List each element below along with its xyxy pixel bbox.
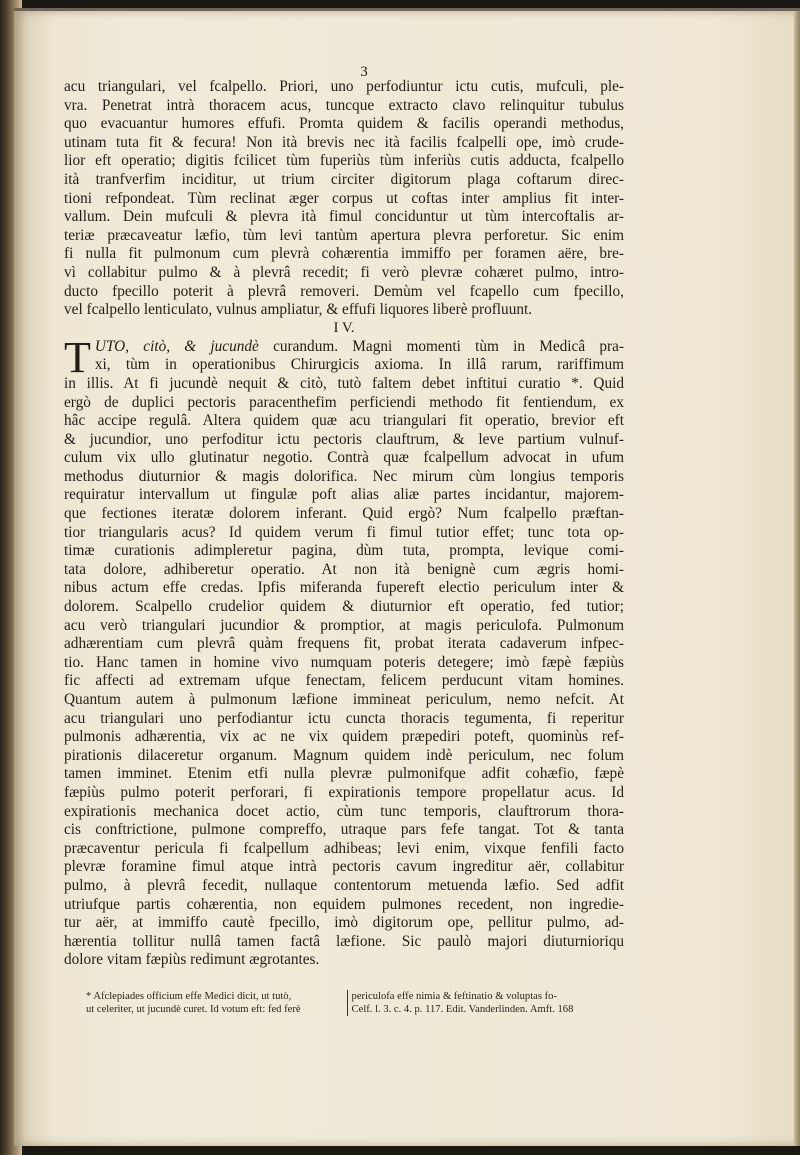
section-5-lead-rest: curandum. Magni momenti tùm in Medicâ pra-	[258, 337, 624, 355]
text-line: pulmo, à plevrâ fecedit, nullaque contentorum metuenda læfio. Sed adfit	[64, 876, 624, 894]
section-5-body	[64, 332, 624, 970]
footnote-divider	[347, 990, 348, 1016]
text-line: lior eft operatio; digitis fcilicet tùm fuperiùs tùm inferiùs cutis adducta, fcalpello	[64, 152, 624, 170]
text-line: hâc accipe regulâ. Altera quidem quæ acu triangulari fit operatio, brevior eft	[64, 412, 624, 430]
text-line: cis conftrictione, pulmone compreffo, utraque pars fefe tangat. Tot & tanta	[64, 821, 624, 839]
text-line: ità tranfverfim inciditur, ut trium circiter digitorum plaga coftarum direc-	[64, 170, 624, 188]
text-line: pulmonis adhærentia, vix ac ne vix quidem præpediri poteft, quominùs ref-	[64, 728, 624, 746]
text-line: plevræ foramine fimul atque intrà pectoris cavum ingreditur aër, collabitur	[64, 858, 624, 876]
text-line: dolorem. Scalpello crudelior quidem & diuturnior eft operatio, fed tutior;	[64, 598, 624, 616]
section-4-tail	[64, 78, 624, 320]
text-line: tior triangularis acus? Id quidem verum fi fimul tutior effet; tunc tota op-	[64, 523, 624, 541]
section-5-first-line	[64, 338, 624, 357]
text-line: hærentia tollitur nullâ tamen factâ læfione. Sic paulò majori diuturnioriqu	[64, 932, 624, 950]
text-line: tata dolore, adhiberetur operatio. At non ità benignè cum ægris homi-	[64, 560, 624, 578]
section-5-lead-italic: UTO, citò, & jucundè	[94, 337, 259, 355]
text-line: acu verò triangulari jucundior & promptior, at magis periculofa. Pulmonum	[64, 616, 624, 634]
text-line: utriufque partis cohærentia, non equidem pulmones recedent, non ingredie-	[64, 895, 624, 913]
section-number: I V.	[333, 319, 355, 336]
text-line: quo evacuantur humores effufi. Promta quidem & facilis operandi methodus,	[64, 115, 624, 133]
footnote-line: periculofa effe nimia & feftinatio & voluptas fo-	[351, 991, 557, 1002]
text-line: ergò de duplici pectoris paracenthefim perficiendi methodo fit fentiendum, ex	[64, 393, 624, 411]
text-line: vel fcalpello lenticulato, vulnus ampliatur, & effufi liquores liberè profluunt.	[64, 301, 533, 319]
text-line: fi nulla fit pulmonum cum plevrà cohærentia immiffo per foramen aëre, bre-	[64, 245, 624, 263]
text-line: dolore vitam fæpiùs redimunt ægrotantes.	[64, 951, 320, 969]
text-line: tioni refpondeat. Tùm reclinat æger corpus ut coftas inter amplius fit inter-	[64, 189, 624, 207]
text-line: adhærentiam cum plevrâ quàm frequens fit, probat iterata cadaverum infpec-	[64, 635, 624, 653]
drop-capital: T	[64, 332, 91, 382]
text-line: tamen imminet. Etenim etfi nulla plevræ pulmonifque adfit cohæfio, fæpè	[64, 765, 624, 783]
text-line: vì collabitur pulmo & à plevrâ recedit; fi verò plevræ cohæret pulmo, intro-	[64, 263, 624, 281]
page-number: 3	[360, 64, 368, 80]
text-line: vallum. Dein mufculi & plevra ità fimul conciduntur ut tùm intercoftalis ar-	[64, 208, 624, 226]
footnote-line: ut celeriter, ut jucundè curet. Id votum eft: fed ferè	[86, 1004, 301, 1015]
text-line: xi, tùm in operationibus Chirurgicis axioma. In illâ rarum, rariffimum	[94, 356, 624, 374]
text-line: fæpiùs pulmo poterit perforari, fi expirationis tempore propellatur acus. Id	[64, 783, 624, 801]
text-line: vra. Penetrat intrà thoracem acus, tuncque extracto clavo relinquitur tubulus	[64, 96, 624, 114]
text-line: præcaventur pericula fi fcalpellum adhibeas; levi enim, vixque fenfili facto	[64, 839, 624, 857]
text-line: teriæ præcaveatur læfio, tùm levi tantùm apertura plevra perforetur. Sic enim	[64, 226, 624, 244]
page-right-edge	[794, 11, 800, 1146]
text-line: & jucundior, uno perfoditur ictu pectoris clauftrum, & leve partium vulnuf-	[64, 430, 624, 448]
text-line: tio. Hanc tamen in homine vivo numquam poteris detegere; imò fæpè fæpiùs	[64, 653, 624, 671]
text-line: fic affecti ad extremam ufque fenectam, felicem perducunt vitam homines.	[64, 672, 624, 690]
main-text-block	[64, 66, 624, 970]
footnotes	[86, 990, 626, 1016]
text-line: acu triangulari uno perfodiantur ictu cuncta thoracis tegumenta, fi reperitur	[64, 709, 624, 727]
text-line: nibus actum effe credas. Ipfis miferanda fupereft electio periculum inter &	[64, 579, 624, 597]
footnote-line: * Afclepiades officium effe Medici dicit, ut tutò,	[86, 991, 292, 1002]
text-line: timæ curationis adimpleretur pagina, dùm tuta, prompta, levique comi-	[64, 542, 624, 560]
text-line: methodus diuturnior & magis dolorifica. Nec mirum cùm longius temporis	[64, 467, 624, 485]
footnote-left-column	[86, 990, 343, 1016]
text-line: tur aër, at immiffo cautè fpecillo, imò digitorum ope, pellitur pulmo, ad-	[64, 914, 624, 932]
text-line: acu triangulari, vel fcalpello. Priori, uno perfodiuntur ictu cutis, mufculi, ple-	[64, 78, 624, 95]
text-line: requiratur intervallum ut fingulæ poft alias aliæ partes incidantur, majorem-	[64, 486, 624, 504]
text-line: expirationis mechanica docet actio, cùm tunc temporis, clauftrorum thora-	[64, 802, 624, 820]
text-line: pirationis dilaceretur organum. Magnum quidem indè periculum, nec folum	[64, 746, 624, 764]
footnote-line: Celf. l. 3. c. 4. p. 117. Edit. Vanderlinden. Amft. 168	[351, 1004, 574, 1015]
text-line: que fectiones iteratæ dolorem inferant. Quid ergò? Num fcalpello præftan-	[64, 505, 624, 523]
text-line: Quantum autem à pulmonum læfione immineat periculum, nemo nefcit. At	[64, 691, 624, 708]
text-line: culum vix ullo glutinatur negotio. Contrà quæ fcalpellum advocat in ufum	[64, 449, 624, 467]
footnote-right-column	[352, 990, 626, 1016]
text-line: in illis. At fi jucundè nequit & citò, tutò faltem debet inftitui curatio *. Quid	[64, 374, 624, 392]
text-line: utinam tuta fit & fecura! Non ità brevis nec ità facilis fcalpelli ope, imò crude-	[64, 133, 624, 151]
text-line: ducto fpecillo poterit à plevrâ removeri. Demùm vel fcapello cum fpecillo,	[64, 282, 624, 300]
